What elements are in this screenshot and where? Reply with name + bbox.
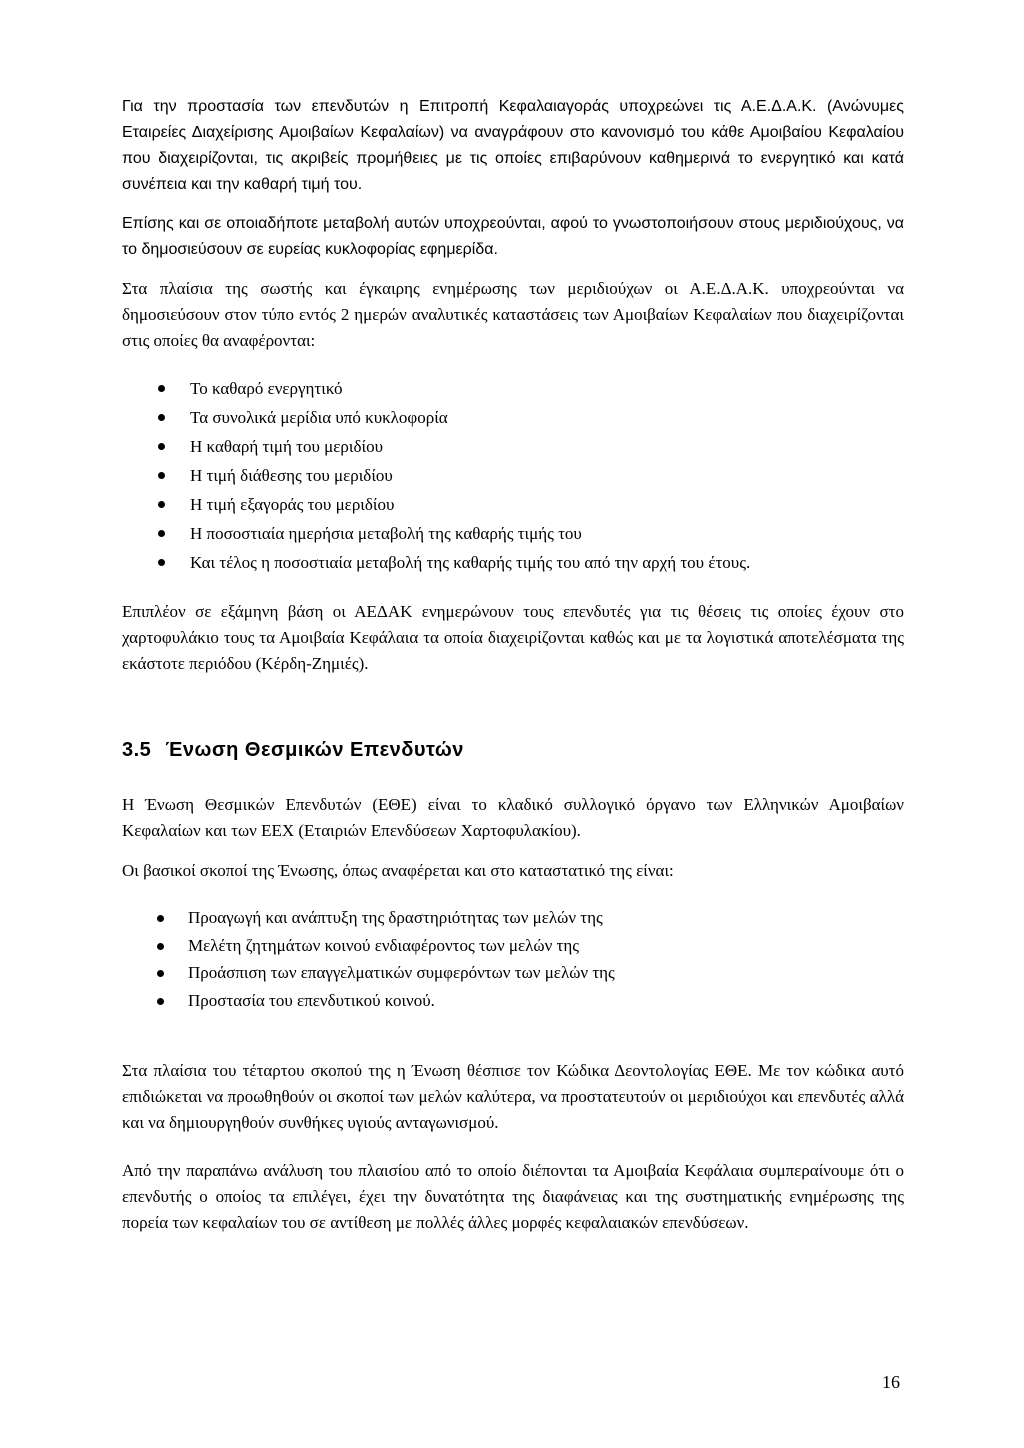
list-item: Η τιμή διάθεσης του μεριδίου: [122, 461, 904, 490]
list-item: Προαγωγή και ανάπτυξη της δραστηριότητας των μελών της: [122, 904, 904, 932]
list-item: Η καθαρή τιμή του μεριδίου: [122, 432, 904, 461]
list-item: Τα συνολικά μερίδια υπό κυκλοφορία: [122, 403, 904, 432]
paragraph-goals-intro: Οι βασικοί σκοποί της Ένωσης, όπως αναφέρεται και στο καταστατικό της είναι:: [122, 861, 674, 880]
list-item: Το καθαρό ενεργητικό: [122, 374, 904, 403]
bullet-icon: [158, 472, 165, 479]
paragraph-code-of-conduct: Στα πλαίσια του τέταρτου σκοπού της η Ένωση θέσπισε τον Κώδικα Δεοντολογίας ΕΘΕ. Με τον κώδικα αυτό επιδιώκεται να προωθηθούν οι σκοποί των μελών καλύτερα, να προστατευτούν οι μεριδιούχοι και επενδυτές αλλά και να δημιουργηθούν συνθήκες υγιούς ανταγωνισμού.: [122, 1061, 904, 1132]
published-items-list: [122, 374, 904, 577]
list-item: Η τιμή εξαγοράς του μεριδίου: [122, 490, 904, 519]
paragraph-protection: Για την προστασία των επενδυτών η Επιτροπή Κεφαλαιαγοράς υποχρεώνει τις Α.Ε.Δ.Α.Κ. (Ανώνυμες Εταιρείες Διαχείρισης Αμοιβαίων Κεφαλαίων) να αναγράφουν στο κανονισμό του κάθε Αμοιβαίου Κεφαλαίου που διαχειρίζονται, τις ακριβείς προμήθειες με τις οποίες επιβαρύνουν καθημερινά το ενεργητικό και κατά συνέπεια και την καθαρή τιμή του.: [122, 98, 904, 193]
list-item: Μελέτη ζητημάτων κοινού ενδιαφέροντος των μελών της: [122, 932, 904, 960]
bullet-icon: [157, 915, 164, 922]
list-item: Και τέλος η ποσοστιαία μεταβολή της καθαρής τιμής του από την αρχή του έτους.: [122, 548, 904, 577]
page-content: [122, 94, 904, 1236]
bullet-icon: [157, 970, 164, 977]
bullet-icon: [158, 559, 165, 566]
bullet-icon: [158, 501, 165, 508]
list-item: Η ποσοστιαία ημερήσια μεταβολή της καθαρής τιμής του: [122, 519, 904, 548]
list-item: Προάσπιση των επαγγελματικών συμφερόντων των μελών της: [122, 959, 904, 987]
section-title: Ένωση Θεσμικών Επενδυτών: [165, 739, 464, 761]
goals-list: [122, 904, 904, 1014]
bullet-icon: [158, 530, 165, 537]
page-number: 16: [882, 1372, 900, 1392]
section-heading: [122, 739, 904, 762]
bullet-icon: [157, 943, 164, 950]
paragraph-ethe-definition: Η Ένωση Θεσμικών Επενδυτών (ΕΘΕ) είναι το κλαδικό συλλογικό όργανο των Ελληνικών Αμοιβαίων Κεφαλαίων και των ΕΕΧ (Εταιριών Επενδύσεων Χαρτοφυλακίου).: [122, 795, 904, 840]
bullet-icon: [157, 998, 164, 1005]
bullet-icon: [158, 443, 165, 450]
paragraph-publication: Στα πλαίσια της σωστής και έγκαιρης ενημέρωσης των μεριδιούχων οι Α.Ε.Δ.Α.Κ. υποχρεούνται να δημοσιεύσουν στον τύπο εντός 2 ημερών αναλυτικές καταστάσεις των Αμοιβαίων Κεφαλαίων που διαχειρίζονται στις οποίες θα αναφέρονται:: [122, 279, 904, 350]
paragraph-changes: Επίσης και σε οποιαδήποτε μεταβολή αυτών υποχρεούνται, αφού το γνωστοποιήσουν στους μεριδιούχους, να το δημοσιεύσουν σε ευρείας κυκλοφορίας εφημερίδα.: [122, 215, 904, 258]
paragraph-conclusion: Από την παραπάνω ανάλυση του πλαισίου από το οποίο διέπονται τα Αμοιβαία Κεφάλαια συμπεραίνουμε ότι ο επενδυτής ο οποίος τα επιλέγει, έχει την δυνατότητα της διαφάνειας και της συστηματικής ενημέρωσης της πορεία των κεφαλαίων του σε αντίθεση με πολλές άλλες μορφές κεφαλαιακών επενδύσεων.: [122, 1161, 904, 1232]
section-number: 3.5: [122, 739, 152, 761]
list-item: Προστασία του επενδυτικού κοινού.: [122, 987, 904, 1015]
bullet-icon: [158, 414, 165, 421]
bullet-icon: [158, 385, 165, 392]
paragraph-semiannual: Επιπλέον σε εξάμηνη βάση οι ΑΕΔΑΚ ενημερώνουν τους επενδυτές για τις θέσεις τις οποίες έχουν στο χαρτοφυλάκιο τους τα Αμοιβαία Κεφάλαια τα οποία διαχειρίζονται καθώς και με τα λογιστικά αποτελέσματα της εκάστοτε περιόδου (Κέρδη-Ζημιές).: [122, 602, 904, 673]
